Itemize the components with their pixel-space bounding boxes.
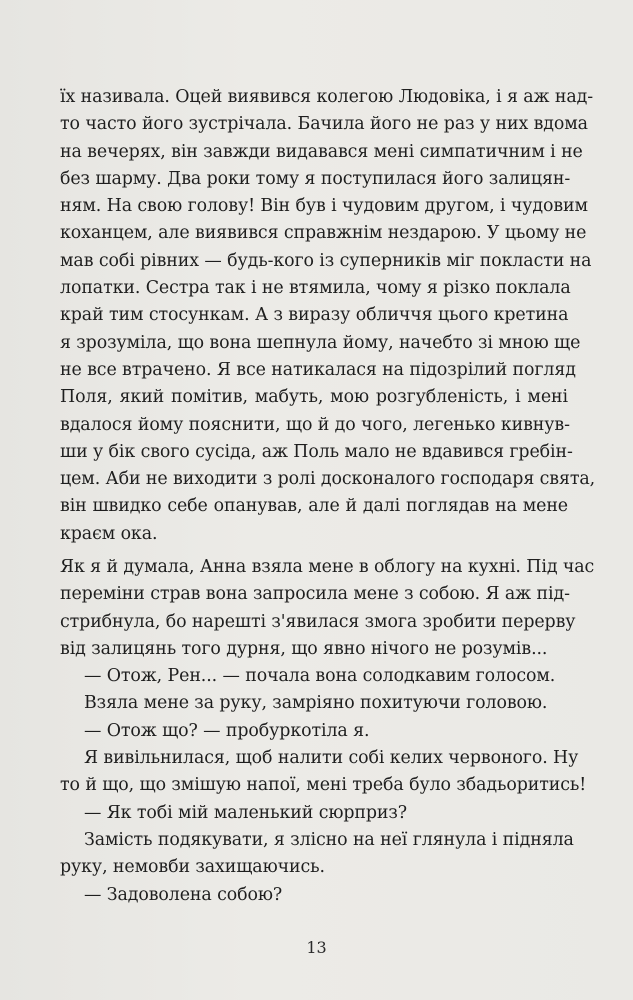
dialogue-line: — Отож, Рен... — почала вона солодкавим голосом. bbox=[84, 666, 556, 687]
text-line: ням. На свою голову! Він був і чудовим другом, і чудовим bbox=[60, 196, 588, 217]
dialogue-line: — Як тобі мій маленький сюрприз? bbox=[84, 802, 408, 823]
paragraph-1 bbox=[60, 84, 596, 548]
text-line: вдалося йому пояснити, що й до чого, легенько кивнув- bbox=[60, 414, 570, 435]
narration-line: Замість подякувати, я злісно на неї глянула і підняла bbox=[84, 829, 574, 850]
text-line: від залицянь того дурня, що явно нічого не розумів... bbox=[60, 638, 548, 659]
page-number: 13 bbox=[306, 938, 327, 957]
text-line: я зрозуміла, що вона шепнула йому, начебто зі мною ще bbox=[60, 332, 581, 353]
text-line: краєм ока. bbox=[60, 523, 158, 544]
text-line: мав собі рівних — будь-кого із суперників міг покласти на bbox=[60, 250, 592, 271]
text-line: не все втрачено. Я все натикалася на підозрілий погляд bbox=[60, 359, 576, 380]
paragraph-2 bbox=[60, 554, 595, 909]
text-line: цем. Аби не виходити з ролі досконалого господаря свята, bbox=[60, 469, 596, 490]
dialogue-line: — Задоволена собою? bbox=[84, 884, 283, 905]
text-line: лопатки. Сестра так і не втямила, чому я різко поклала bbox=[60, 278, 571, 299]
text-line: ши у бік свого сусіда, аж Поль мало не вдавився гребін- bbox=[60, 441, 573, 462]
narration-line: руку, немовби захищаючись. bbox=[60, 857, 325, 878]
text-line: він швидко себе опанував, але й далі поглядав на мене bbox=[60, 496, 568, 517]
text-line: коханцем, але виявився справжнім нездарою. У цьому не bbox=[60, 223, 587, 244]
text-line: на вечерях, він завжди видавався мені симпатичним і не bbox=[60, 141, 583, 162]
text-line: їх називала. Оцей виявився колегою Людовіка, і я аж над- bbox=[60, 87, 594, 107]
dialogue-line: — Отож що? — пробуркотіла я. bbox=[84, 720, 370, 741]
narration-line: то й що, що змішую напої, мені треба було збадьоритись! bbox=[60, 775, 587, 796]
text-line: Як я й думала, Анна взяла мене в облогу на кухні. Під час bbox=[60, 557, 595, 577]
text-line: без шарму. Два роки тому я поступилася його залицян- bbox=[60, 168, 571, 189]
narration-line: Взяла мене за руку, замріяно похитуючи головою. bbox=[84, 693, 548, 714]
narration-line: Я вивільнилася, щоб налити собі келих червоного. Ну bbox=[84, 748, 579, 769]
text-line: Поля, який помітив, мабуть, мою розгубленість, і мені bbox=[60, 387, 568, 408]
text-line: то часто його зустрічала. Бачила його не раз у них вдома bbox=[60, 114, 588, 135]
text-line: стрибнула, бо нарешті з'явилася змога зробити перерву bbox=[60, 611, 576, 632]
text-line: переміни страв вона запросила мене з собою. Я аж під- bbox=[60, 584, 570, 605]
text-line: край тим стосункам. А з виразу обличчя цього кретина bbox=[60, 305, 569, 326]
